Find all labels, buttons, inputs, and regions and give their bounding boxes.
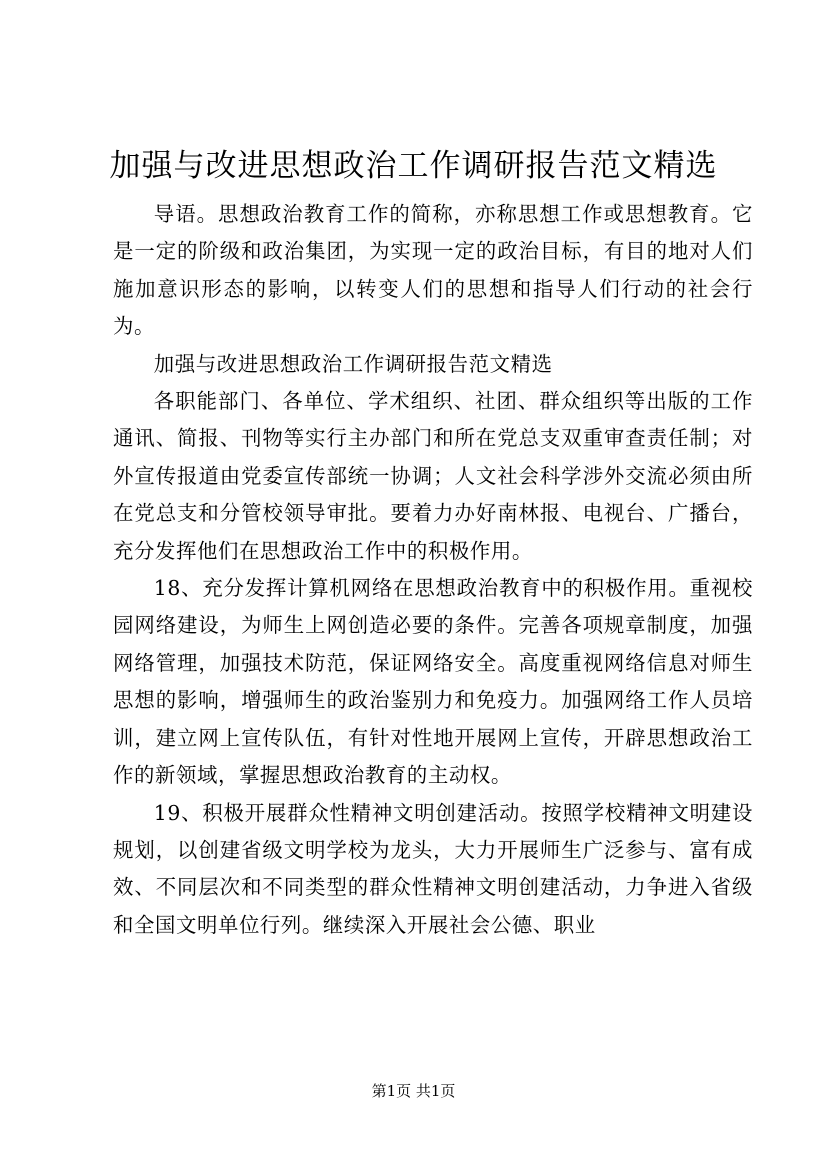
page-footer: 第1页 共1页 — [371, 1082, 456, 1100]
document-body — [113, 196, 753, 944]
body-paragraph: 各职能部门、各单位、学术组织、社团、群众组织等出版的工作通讯、简报、刊物等实行主办部门和所在党总支双重审查责任制；对外宣传报道由党委宣传部统一协调；人文社会科学涉外交流必须由所在党总支和分管校领导审批。要着力办好南林报、电视台、广播台，充分发挥他们在思想政治工作中的积极作用。 — [113, 389, 753, 563]
body-paragraph: 19、积极开展群众性精神文明创建活动。按照学校精神文明建设规划，以创建省级文明学校为龙头，大力开展师生广泛参与、富有成效、不同层次和不同类型的群众性精神文明创建活动，力争进入省级和全国文明单位行列。继续深入开展社会公德、职业 — [113, 800, 753, 937]
intro-paragraph: 导语。思想政治教育工作的简称，亦称思想工作或思想教育。它是一定的阶级和政治集团，为实现一定的政治目标，有目的地对人们施加意识形态的影响，以转变人们的思想和指导人们行动的社会行为。 — [113, 202, 753, 339]
body-paragraph: 18、充分发挥计算机网络在思想政治教育中的积极作用。重视校园网络建设，为师生上网创造必要的条件。完善各项规章制度，加强网络管理，加强技术防范，保证网络安全。高度重视网络信息对师生思想的影响，增强师生的政治鉴别力和免疫力。加强网络工作人员培训，建立网上宣传队伍，有针对性地开展网上宣传，开辟思想政治工作的新领域，掌握思想政治教育的主动权。 — [113, 576, 753, 788]
document-title: 加强与改进思想政治工作调研报告范文精选 — [109, 148, 718, 184]
subtitle-paragraph: 加强与改进思想政治工作调研报告范文精选 — [153, 351, 553, 376]
